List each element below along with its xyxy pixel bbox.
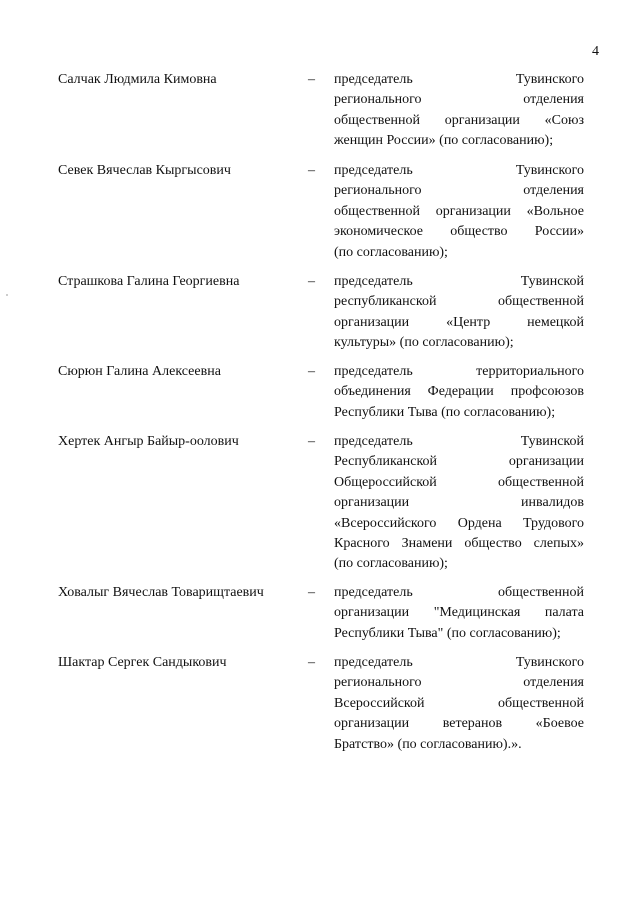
member-role bbox=[334, 583, 584, 644]
role-line: председатель Тувинского bbox=[334, 655, 584, 670]
member-role bbox=[334, 161, 584, 263]
role-line: регионального отделения bbox=[334, 183, 584, 199]
role-line: (по согласованию); bbox=[334, 244, 448, 260]
role-line: организации инвалидов bbox=[334, 495, 584, 511]
role-line: Общероссийской общественной bbox=[334, 474, 584, 490]
member-name: Салчак Людмила Кимовна bbox=[58, 72, 217, 87]
member-role bbox=[334, 653, 584, 755]
member-name: Шактар Сергек Сандыкович bbox=[58, 655, 227, 670]
member-role bbox=[334, 272, 584, 354]
role-line: республиканской общественной bbox=[334, 294, 584, 310]
role-line: организации ветеранов «Боевое bbox=[334, 716, 584, 732]
member-name: Севек Вячеслав Кыргысович bbox=[58, 163, 231, 178]
role-line: общественной организации «Союз bbox=[334, 112, 584, 128]
role-line: Республики Тыва (по согласованию); bbox=[334, 404, 556, 420]
role-line: культуры» (по согласованию); bbox=[334, 335, 514, 351]
member-name: Сюрюн Галина Алексеевна bbox=[58, 364, 221, 379]
dash-separator: – bbox=[308, 655, 315, 670]
member-role bbox=[334, 70, 584, 152]
role-line: председатель общественной bbox=[334, 585, 584, 600]
role-line: председатель Тувинской bbox=[334, 434, 584, 449]
role-line: председатель Тувинского bbox=[334, 163, 584, 178]
role-line: Республики Тыва" (по согласованию); bbox=[334, 625, 561, 641]
role-line: общественной организации «Вольное bbox=[334, 203, 584, 219]
role-line: Всероссийской общественной bbox=[334, 695, 584, 711]
page-number: 4 bbox=[592, 44, 599, 59]
dash-separator: – bbox=[308, 364, 315, 379]
member-name: Хертек Ангыр Байыр-оолович bbox=[58, 434, 239, 449]
role-line: объединения Федерации профсоюзов bbox=[334, 384, 584, 400]
role-line: регионального отделения bbox=[334, 92, 584, 108]
role-line: регионального отделения bbox=[334, 675, 584, 691]
role-line: экономическое общество России» bbox=[334, 224, 584, 240]
role-line: Республиканской организации bbox=[334, 454, 584, 470]
dash-separator: – bbox=[308, 434, 315, 449]
role-line: председатель территориального bbox=[334, 364, 584, 379]
role-line: «Всероссийского Ордена Трудового bbox=[334, 515, 584, 531]
dash-separator: – bbox=[308, 585, 315, 600]
role-line: Братство» (по согласованию).». bbox=[334, 736, 522, 752]
dash-separator: – bbox=[308, 163, 315, 178]
member-name: Ховалыг Вячеслав Товарищтаевич bbox=[58, 585, 264, 600]
role-line: женщин России» (по согласованию); bbox=[334, 133, 554, 149]
role-line: (по согласованию); bbox=[334, 556, 448, 572]
member-role bbox=[334, 432, 584, 575]
member-name: Страшкова Галина Георгиевна bbox=[58, 274, 240, 289]
role-line: председатель Тувинского bbox=[334, 72, 584, 87]
dash-separator: – bbox=[308, 72, 315, 87]
member-role bbox=[334, 362, 584, 423]
role-line: Красного Знамени общество слепых» bbox=[334, 535, 584, 551]
role-line: организации «Центр немецкой bbox=[334, 314, 584, 330]
role-line: организации "Медицинская палата bbox=[334, 605, 584, 621]
role-line: председатель Тувинской bbox=[334, 274, 584, 289]
scan-artifact-dot bbox=[6, 294, 8, 296]
dash-separator: – bbox=[308, 274, 315, 289]
